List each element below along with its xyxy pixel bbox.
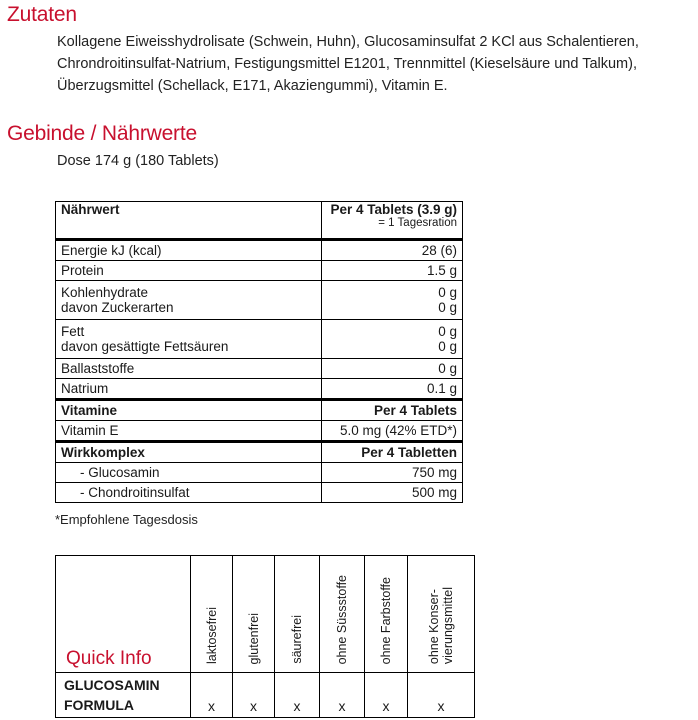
nutrient-label [56, 320, 322, 359]
quick-info-title: Quick Info [66, 648, 152, 669]
table-row [56, 240, 463, 261]
complex-header-value: Per 4 Tabletten [322, 442, 463, 463]
table-row [56, 261, 463, 281]
nutrient-label: Natrium [56, 379, 322, 400]
ingredients-text [57, 31, 639, 97]
complex-header-row [56, 442, 463, 463]
table-row [56, 421, 463, 442]
nutrient-label-sub: davon gesättigte Fettsäuren [61, 339, 229, 354]
quick-info-table [55, 555, 475, 718]
check-mark: x [408, 673, 475, 718]
ingredients-line: Chrondroitinsulfat-Natrium, Festigungsmittel E1201, Trennmittel (Kieselsäure und Talkum), [57, 56, 637, 72]
column-header-ohne-farbstoffe [365, 556, 408, 673]
check-mark: x [191, 673, 233, 718]
vitamins-header-label: Vitamine [56, 400, 322, 421]
product-name-line: FORMULA [64, 697, 134, 713]
column-header-laktosefrei [191, 556, 233, 673]
check-mark: x [233, 673, 275, 718]
ingredients-line: Überzugsmittel (Schellack, E171, Akaziengummi), Vitamin E. [57, 78, 448, 94]
column-header-ohne-suessstoffe [320, 556, 365, 673]
nutrient-label-main: Kohlenhydrate [61, 285, 149, 300]
nutrient-label-main: Fett [61, 324, 85, 339]
nutrient-label: Energie kJ (kcal) [56, 240, 322, 261]
ingredients-heading: Zutaten [7, 3, 77, 26]
nutrient-value: 0.1 g [322, 379, 463, 400]
check-mark: x [320, 673, 365, 718]
quick-info-title-cell [56, 556, 191, 673]
nutrient-value [322, 281, 463, 320]
nutrient-label [56, 281, 322, 320]
nutrition-header-label: Nährwert [56, 202, 322, 240]
nutrient-value: 28 (6) [322, 240, 463, 261]
serving-size: Per 4 Tablets (3.9 g) [330, 202, 457, 217]
packaging-text: Dose 174 g (180 Tablets) [57, 153, 219, 169]
complex-value: 500 mg [322, 483, 463, 503]
ingredients-line: Kollagene Eiweisshydrolisate (Schwein, Huhn), Glucosaminsulfat 2 KCl aus Schalentieren, [57, 34, 639, 50]
table-row [56, 463, 463, 483]
nutrient-label: Protein [56, 261, 322, 281]
check-mark: x [365, 673, 408, 718]
product-name [56, 673, 191, 718]
column-label: ohne Süssstoffe [335, 574, 349, 664]
nutrient-value [322, 320, 463, 359]
packaging-heading: Gebinde / Nährwerte [7, 122, 197, 145]
column-label: ohne Konser- vierungsmittel [427, 586, 455, 664]
table-row [56, 483, 463, 503]
complex-label: - Chondroitinsulfat [56, 483, 322, 503]
nutrition-table [55, 201, 463, 503]
nutrient-value-main: 0 g [438, 285, 457, 300]
table-row [56, 379, 463, 400]
table-row [56, 320, 463, 359]
table-row [56, 359, 463, 379]
nutrient-value: 0 g [322, 359, 463, 379]
column-label: glutenfrei [246, 612, 261, 664]
nutrient-value: 1.5 g [322, 261, 463, 281]
nutrient-label: Ballaststoffe [56, 359, 322, 379]
complex-label: - Glucosamin [56, 463, 322, 483]
column-header-ohne-konservierungsmittel [408, 556, 475, 673]
column-label: ohne Farbstoffe [379, 576, 393, 664]
product-row [56, 673, 475, 718]
nutrient-value-sub: 0 g [438, 339, 457, 354]
quick-info-header-row [56, 556, 475, 673]
column-header-glutenfrei [233, 556, 275, 673]
complex-value: 750 mg [322, 463, 463, 483]
check-mark: x [275, 673, 320, 718]
footnote: *Empfohlene Tagesdosis [55, 512, 198, 527]
vitamins-header-value: Per 4 Tablets [322, 400, 463, 421]
table-row [56, 281, 463, 320]
serving-note: = 1 Tagesration [378, 217, 457, 229]
nutrient-value-main: 0 g [438, 324, 457, 339]
nutrient-value-sub: 0 g [438, 300, 457, 315]
complex-header-label: Wirkkomplex [56, 442, 322, 463]
vitamins-header-row [56, 400, 463, 421]
vitamin-label: Vitamin E [56, 421, 322, 442]
nutrition-header-value [322, 202, 463, 240]
nutrient-label-sub: davon Zuckerarten [61, 300, 174, 315]
vitamin-value: 5.0 mg (42% ETD*) [322, 421, 463, 442]
product-name-line: GLUCOSAMIN [64, 677, 160, 693]
nutrition-header-row [56, 202, 463, 240]
column-label: laktosefrei [204, 607, 219, 664]
column-label: säurefrei [290, 615, 304, 664]
column-header-saeurefrei [275, 556, 320, 673]
